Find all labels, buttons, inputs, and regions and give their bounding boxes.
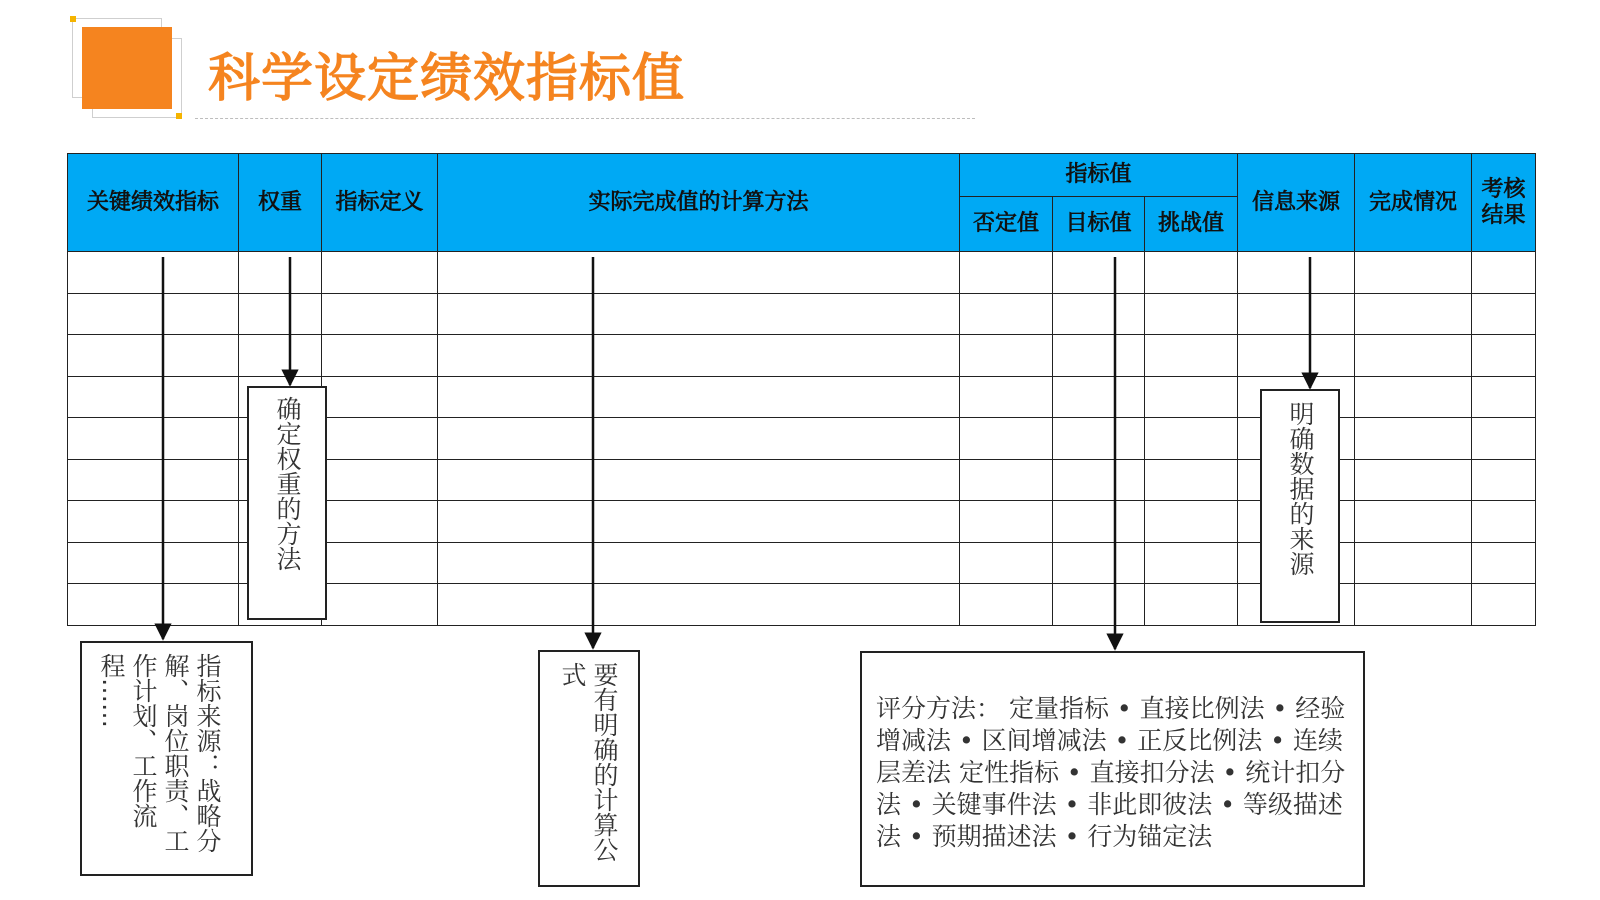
table-cell [438, 418, 960, 460]
table-cell [68, 542, 239, 584]
table-cell [322, 542, 438, 584]
note-scoring-method: 评分方法： 定量指标 • 直接比例法 • 经验增减法 • 区间增减法 • 正反比例法 • 连续层差法 定性指标 • 直接扣分法 • 统计扣分法 • 关键事件法 • 非此即彼法 • 等级描述法 • 预期描述法 • 行为锚定法 [860, 651, 1365, 887]
table-cell [1355, 459, 1472, 501]
table-cell [1355, 335, 1472, 377]
table-row [68, 293, 1536, 335]
table-cell [1053, 542, 1145, 584]
page-title: 科学设定绩效指标值 [208, 49, 686, 109]
table-cell [1355, 584, 1472, 626]
table-cell [1355, 542, 1472, 584]
table-cell [322, 252, 438, 294]
table-cell [960, 501, 1053, 543]
header-challenge: 挑战值 [1145, 197, 1238, 252]
table-cell [1355, 252, 1472, 294]
table-cell [1053, 252, 1145, 294]
table-cell [1472, 459, 1536, 501]
table-cell [1472, 542, 1536, 584]
header-calc-method: 实际完成值的计算方法 [438, 154, 960, 252]
table-cell [438, 459, 960, 501]
table-cell [1053, 335, 1145, 377]
note-indicator-source: 指标来源：战略分解、岗位职责、工作计划、工作流程…… [80, 641, 253, 876]
header-result: 考核结果 [1472, 154, 1536, 252]
table-cell [1145, 335, 1238, 377]
table-cell [960, 418, 1053, 460]
table-cell [68, 584, 239, 626]
table-cell [1355, 501, 1472, 543]
table-cell [1472, 252, 1536, 294]
table-cell [1238, 293, 1355, 335]
table-cell [960, 542, 1053, 584]
table-cell [239, 252, 322, 294]
table-cell [438, 376, 960, 418]
table-cell [1472, 584, 1536, 626]
table-cell [322, 376, 438, 418]
note-weight-method [247, 386, 327, 620]
title-deco-square [82, 27, 172, 109]
table-cell [68, 501, 239, 543]
table-cell [960, 293, 1053, 335]
header-info-source: 信息来源 [1238, 154, 1355, 252]
table-cell [1355, 376, 1472, 418]
table-cell [1145, 293, 1238, 335]
table-cell [1355, 293, 1472, 335]
table-cell [1355, 418, 1472, 460]
table-cell [1053, 376, 1145, 418]
table-cell [1145, 542, 1238, 584]
table-cell [322, 584, 438, 626]
table-cell [68, 459, 239, 501]
header-definition: 指标定义 [322, 154, 438, 252]
header-weight: 权重 [239, 154, 322, 252]
table-cell [960, 584, 1053, 626]
table-cell [960, 335, 1053, 377]
table-cell [1053, 584, 1145, 626]
table-cell [1145, 584, 1238, 626]
table-cell [1145, 501, 1238, 543]
table-cell [322, 459, 438, 501]
table-cell [68, 335, 239, 377]
table-cell [322, 418, 438, 460]
table-cell [68, 252, 239, 294]
title-divider [195, 118, 975, 119]
table-cell [1472, 418, 1536, 460]
table-row [68, 335, 1536, 377]
table-row [68, 252, 1536, 294]
table-cell [68, 293, 239, 335]
header-kpi: 关键绩效指标 [68, 154, 239, 252]
header-completion: 完成情况 [1355, 154, 1472, 252]
table-cell [1238, 252, 1355, 294]
table-cell [239, 335, 322, 377]
table-cell [68, 376, 239, 418]
table-cell [960, 459, 1053, 501]
header-negative: 否定值 [960, 197, 1053, 252]
table-cell [322, 293, 438, 335]
table-cell [438, 542, 960, 584]
table-cell [1053, 418, 1145, 460]
note-data-source-text: 明确数据的来源 [1286, 401, 1315, 576]
table-cell [1145, 418, 1238, 460]
table-cell [438, 252, 960, 294]
table-cell [438, 293, 960, 335]
table-cell [438, 501, 960, 543]
note-weight-method-text: 确定权重的方法 [273, 396, 302, 571]
table-cell [1145, 459, 1238, 501]
table-cell [322, 335, 438, 377]
table-cell [438, 584, 960, 626]
table-cell [1145, 376, 1238, 418]
header-indicator-value: 指标值 [960, 154, 1238, 197]
note-calc-formula: 要有明确的计算公式 [538, 650, 640, 887]
table-cell [1472, 501, 1536, 543]
table-cell [960, 252, 1053, 294]
table-cell [239, 293, 322, 335]
title-deco-dot [176, 113, 182, 119]
table-cell [1053, 293, 1145, 335]
table-cell [1053, 459, 1145, 501]
table-cell [1238, 335, 1355, 377]
table-cell [960, 376, 1053, 418]
table-cell [438, 335, 960, 377]
table-cell [1053, 501, 1145, 543]
table-cell [1472, 335, 1536, 377]
note-data-source [1260, 389, 1340, 623]
table-cell [68, 418, 239, 460]
table-cell [322, 501, 438, 543]
table-cell [1145, 252, 1238, 294]
header-target: 目标值 [1053, 197, 1145, 252]
title-deco-dot [70, 16, 76, 22]
table-cell [1472, 293, 1536, 335]
table-cell [1472, 376, 1536, 418]
